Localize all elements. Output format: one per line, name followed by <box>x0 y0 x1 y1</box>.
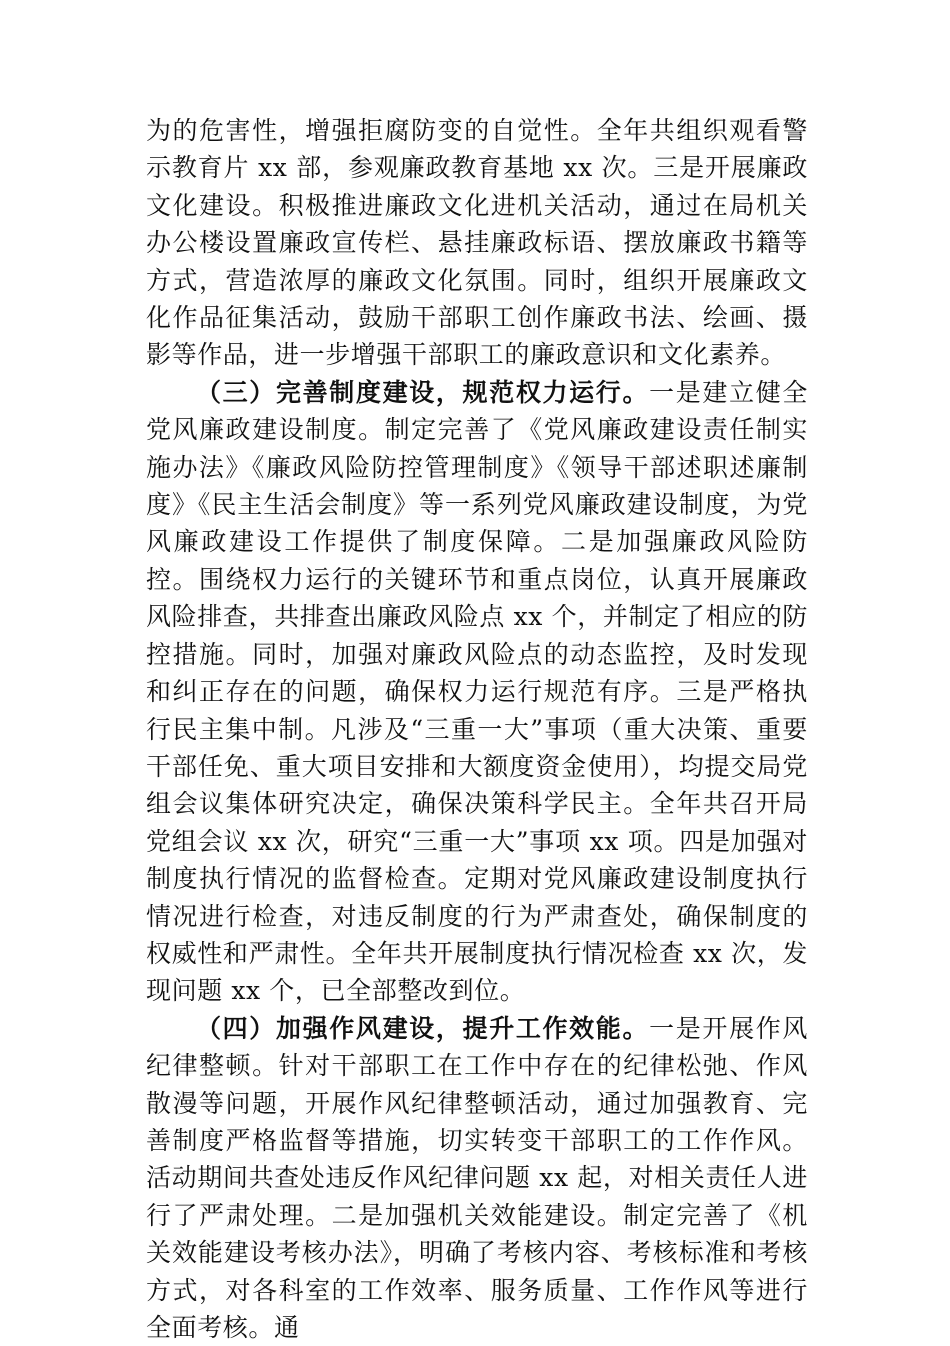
section-heading: （四）加强作风建设，提升工作效能。 <box>196 1013 650 1043</box>
paragraph-text: 一是开展作风纪律整顿。针对干部职工在工作中存在的纪律松弛、作风散漫等问题，开展作风纪律整顿活动，通过加强教育、完善制度严格监督等措施，切实转变干部职工的工作作风。活动期间共查处违反作风纪律问题 xx 起，对相关责任人进行了严肃处理。二是加强机关效能建设。制定完善了《机关效能建设考核办法》，明确了考核内容、考核标准和考核方式，对各科室的工作效率、服务质量、工作作风等进行全面考核。通 <box>146 1013 808 1342</box>
section-heading: （三）完善制度建设，规范权力运行。 <box>196 377 650 407</box>
paragraph-text: 一是建立健全党风廉政建设制度。制定完善了《党风廉政建设责任制实施办法》《廉政风险防控管理制度》《领导干部述职述廉制度》《民主生活会制度》等一系列党风廉政建设制度，为党风廉政建设工作提供了制度保障。二是加强廉政风险防控。围绕权力运行的关键环节和重点岗位，认真开展廉政风险排查，共排查出廉政风险点 xx 个，并制定了相应的防控措施。同时，加强对廉政风险点的动态监控，及时发现和纠正存在的问题，确保权力运行规范有序。三是严格执行民主集中制。凡涉及“三重一大”事项（重大决策、重要干部任免、重大项目安排和大额度资金使用），均提交局党组会议集体研究决定，确保决策科学民主。全年共召开局党组会议 xx 次，研究“三重一大”事项 xx 项。四是加强对制度执行情况的监督检查。定期对党风廉政建设制度执行情况进行检查，对违反制度的行为严肃查处，确保制度的权威性和严肃性。全年共开展制度执行情况检查 xx 次，发现问题 xx 个，已全部整改到位。 <box>146 377 808 1006</box>
paragraph-continuation <box>146 112 808 374</box>
paragraph-text: 为的危害性，增强拒腐防变的自觉性。全年共组织观看警示教育片 xx 部，参观廉政教育基地 xx 次。三是开展廉政文化建设。积极推进廉政文化进机关活动，通过在局机关办公楼设置廉政宣传栏、悬挂廉政标语、摆放廉政书籍等方式，营造浓厚的廉政文化氛围。同时，组织开展廉政文化作品征集活动，鼓励干部职工创作廉政书法、绘画、摄影等作品，进一步增强干部职工的廉政意识和文化素养。 <box>146 116 808 370</box>
paragraph-section-3 <box>146 374 808 1010</box>
document-page <box>146 112 808 1346</box>
paragraph-section-4 <box>146 1010 808 1346</box>
